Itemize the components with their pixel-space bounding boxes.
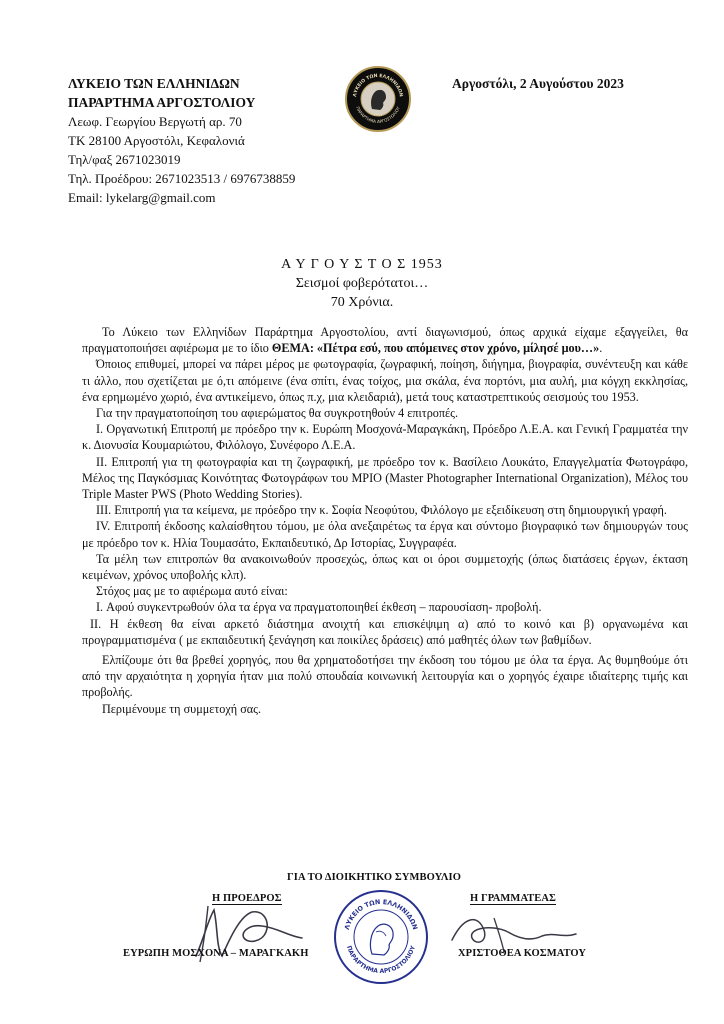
letter-body xyxy=(82,324,688,717)
board-label: ΓΙΑ ΤΟ ΔΙΟΙΚΗΤΙΚΟ ΣΥΜΒΟΥΛΙΟ xyxy=(287,872,462,883)
lyceum-logo-emblem xyxy=(348,69,408,129)
org-branch: ΠΑΡΑΡΤΗΜΑ ΑΡΓΟΣΤΟΛΙΟΥ xyxy=(68,95,256,110)
svg-text:ΠΑΡΑΡΤΗΜΑ ΑΡΓΟΣΤΟΛΙΟΥ: ΠΑΡΑΡΤΗΜΑ ΑΡΓΟΣΤΟΛΙΟΥ xyxy=(345,944,417,976)
org-city: ΤΚ 28100 Αργοστόλι, Κεφαλονιά xyxy=(68,133,245,148)
title-subtitle: Σεισμοί φοβερότατοι… xyxy=(295,276,429,291)
paragraph-participation: Όποιος επιθυμεί, μπορεί να πάρει μέρος με φωτογραφία, ζωγραφική, ποίηση, διήγημα, βιογραφία, συνέντευξη και κάθε τι άλλο, που σχετίζεται με ό,τι απόμεινε (ένα σπίτι, ένας τοίχος, μια σκάλα, ένα πορτόνι, μια αυλή, μια κόγχη εκκλησίας, ένα ερημωμένο χωριό, ένα αντικείμενο, όπως π.χ, μια κλειδαριά), μετά τους καταστρεπτικούς σεισμούς του 1953. xyxy=(82,357,688,404)
org-name: ΛΥΚΕΙΟ ΤΩΝ ΕΛΛΗΝΙΔΩΝ xyxy=(68,76,240,91)
committee-1: I. Οργανωτική Επιτροπή με πρόεδρο την κ. Ευρώπη Μοσχονά-Μαραγκάκη, Πρόεδρο Λ.Ε.Α. και Γενική Γραμματέα την κ. Διονυσία Κουμαριώτου, Φιλόλογο, Συνέφορο Λ.Ε.Α. xyxy=(82,422,688,453)
goal-1: I. Αφού συγκεντρωθούν όλα τα έργα να πραγματοποιηθεί έκθεση – παρουσίαση- προβολή. xyxy=(96,600,542,615)
lyceum-logo xyxy=(345,66,411,132)
svg-text:ΠΑΡΑΡΤΗΜΑ ΑΡΓΟΣΤΟΛΙΟΥ: ΠΑΡΑΡΤΗΜΑ ΑΡΓΟΣΤΟΛΙΟΥ xyxy=(355,105,401,125)
svg-text:1911: 1911 xyxy=(373,113,383,117)
title-block xyxy=(0,255,724,312)
letterhead xyxy=(68,74,368,207)
letter-date: Αργοστόλι, 2 Αυγούστου 2023 xyxy=(452,76,624,91)
paragraph-sponsor: Ελπίζουμε ότι θα βρεθεί χορηγός, που θα χρηματοδοτήσει την έκδοση του τόμου με όλα τα έργα. Ας θυμηθούμε ότι από την αρχαιότητα η χορηγία ήταν μια πολύ σπουδαία κοινωνική λειτουργία και ο χορηγός έχαιρε ιδιαίτερης τιμής και προβολής. xyxy=(82,653,688,700)
president-name: ΕΥΡΩΠΗ ΜΟΣΧΟΝΑ – ΜΑΡΑΓΚΑΚΗ xyxy=(123,948,309,959)
title-years: 70 Χρόνια. xyxy=(330,295,394,310)
president-title: Η ΠΡΟΕΔΡΟΣ xyxy=(212,893,282,904)
secretary-title: Η ΓΡΑΜΜΑΤΕΑΣ xyxy=(470,893,556,904)
title-month: Α Υ Γ Ο Υ Σ Τ Ο Σ 1953 xyxy=(281,257,443,272)
goal-2: II. Η έκθεση θα είναι αρκετό διάστημα ανοιχτή και επισκέψιμη α) από το κοινό και β) οργανωμένα και προγραμματισμένα ( με εκπαιδευτική ξενάγηση και ποικίλες δράσεις) από μαθητές όλων των βαθμίδων. xyxy=(82,616,688,647)
org-email: Email: lykelarg@gmail.com xyxy=(68,190,216,205)
paragraph-intro: Το Λύκειο των Ελληνίδων Παράρτημα Αργοστολίου, αντί διαγωνισμού, όπως αρχικά είχαμε εξαγγείλει, θα πραγματοποιήσει αφιέρωμα με το ίδιο ΘΕΜΑ: «Πέτρα εσύ, που απόμεινες στον χρόνο, μίλησέ μου…». xyxy=(82,325,688,356)
committee-4: IV. Επιτροπή έκδοσης καλαίσθητου τόμου, με όλα ανεξαιρέτως τα έργα και σύντομο βιογραφικό των δημιουργών τους με πρόεδρο τον κ. Ηλία Τουμασάτο, Εκπαιδευτικό, Δρ Ιστορίας, Συγγραφέα. xyxy=(82,519,688,550)
paragraph-committees: Για την πραγματοποίηση του αφιερώματος θα συγκροτηθούν 4 επιτροπές. xyxy=(96,406,459,421)
stamp-emblem xyxy=(336,892,426,982)
committee-3: III. Επιτροπή για τα κείμενα, με πρόεδρο την κ. Σοφία Νεοφύτου, Φιλόλογο με εξειδίκευση στη δημιουργική γραφή. xyxy=(96,503,667,518)
official-stamp xyxy=(334,890,428,984)
svg-text:ΛΥΚΕΙΟ ΤΩΝ ΕΛΛΗΝΙΔΩΝ: ΛΥΚΕΙΟ ΤΩΝ ΕΛΛΗΝΙΔΩΝ xyxy=(353,73,403,98)
theme-text: ΘΕΜΑ: «Πέτρα εσύ, που απόμεινες στον χρόνο, μίλησέ μου…» xyxy=(271,341,600,356)
paragraph-closing: Περιμένουμε τη συμμετοχή σας. xyxy=(102,701,262,716)
org-phone-fax: Τηλ/φαξ 2671023019 xyxy=(68,152,181,167)
secretary-name: ΧΡΙΣΤΟΘΕΑ ΚΟΣΜΑΤΟΥ xyxy=(458,948,587,959)
committee-2: II. Επιτροπή για τη φωτογραφία και τη ζωγραφική, με πρόεδρο τον κ. Βασίλειο Λουκάτο, Επαγγελματία Φωτογράφο, Μέλος της Παγκόσμιας Κοινότητας Φωτογράφων του ΜΡΙΟ (Master Photographer International Organization), Μέλος του Triple Master PWS (Photo Wedding Stories). xyxy=(82,454,688,502)
org-address: Λεωφ. Γεωργίου Βεργωτή αρ. 70 xyxy=(68,114,242,129)
svg-text:ΛΥΚΕΙΟ ΤΩΝ ΕΛΛΗΝΙΔΩΝ: ΛΥΚΕΙΟ ΤΩΝ ΕΛΛΗΝΙΔΩΝ xyxy=(342,897,420,931)
paragraph-members: Τα μέλη των επιτροπών θα ανακοινωθούν προσεχώς, όπως και οι όροι συμμετοχής (όπως διατάσεις έργων, έκταση κειμένων, χρόνος υποβολής κλπ). xyxy=(82,551,688,583)
paragraph-goal: Στόχος μας με το αφιέρωμα αυτό είναι: xyxy=(96,584,288,599)
org-president-phone: Τηλ. Προέδρου: 2671023513 / 6976738859 xyxy=(68,171,296,186)
president-signature xyxy=(178,898,328,970)
